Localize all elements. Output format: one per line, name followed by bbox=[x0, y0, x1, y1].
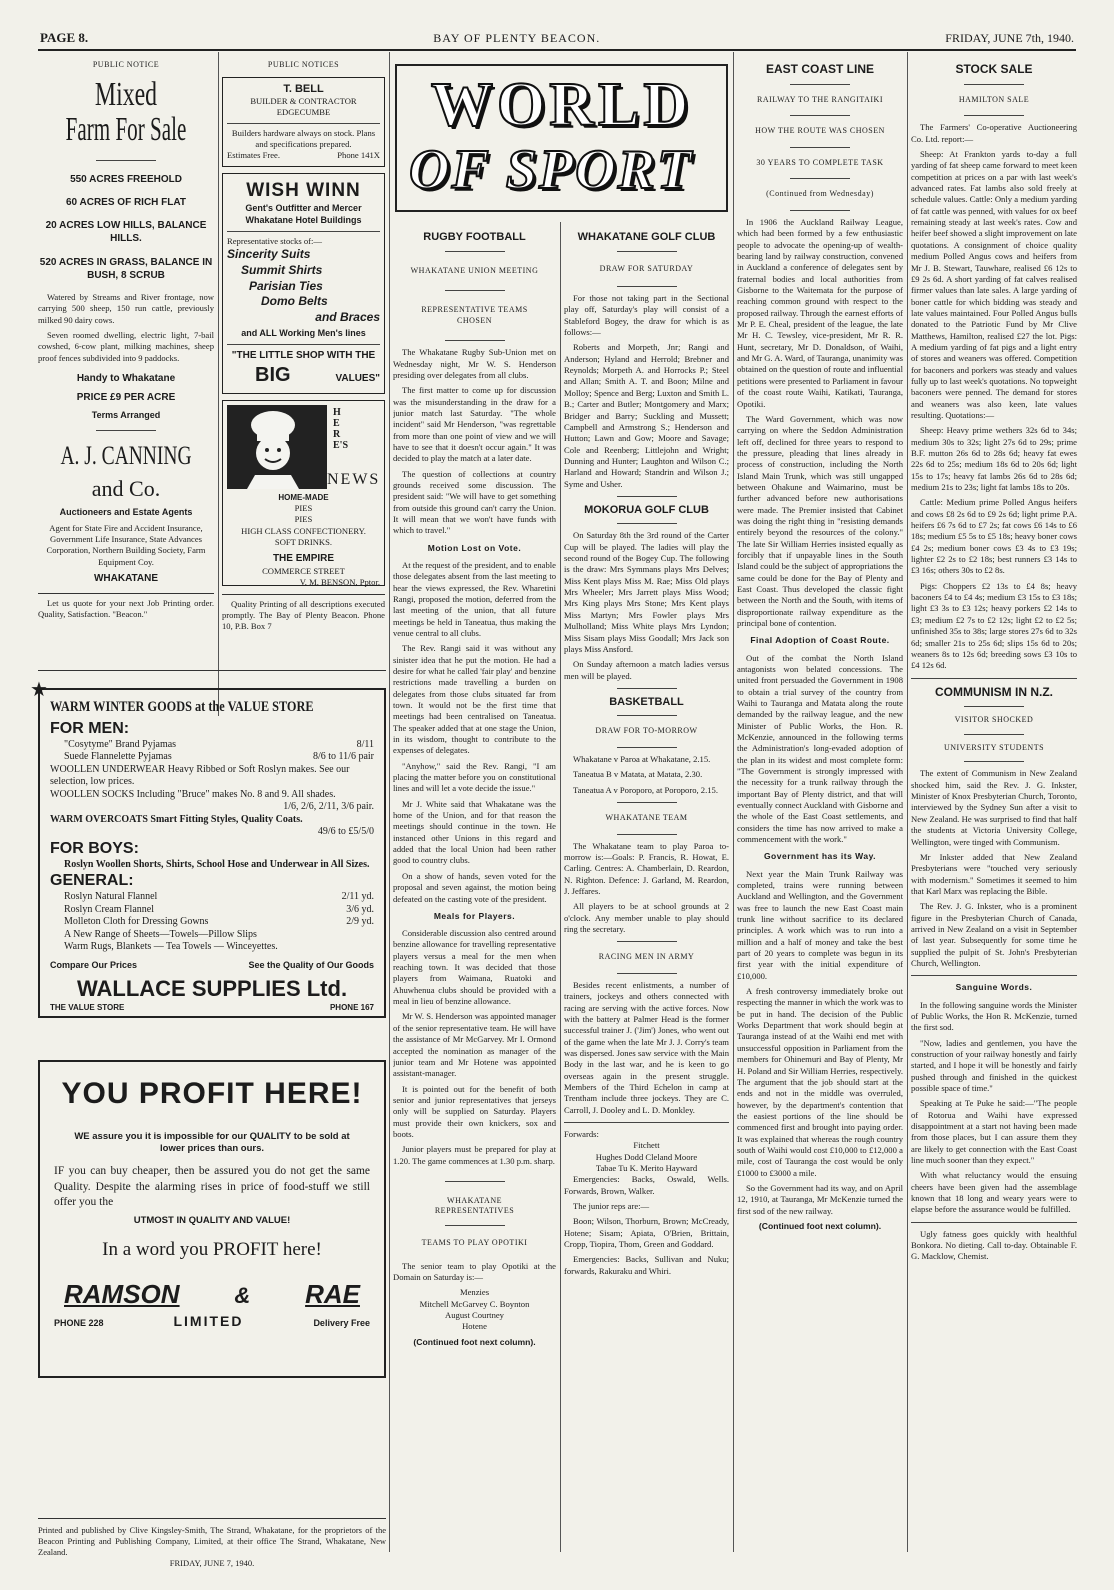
winn-slogan-end: VALUES" bbox=[335, 373, 380, 385]
item: Molleton Cloth for Dressing Gowns bbox=[64, 916, 209, 928]
price-row bbox=[50, 891, 374, 904]
article-paragraph: In the following sanguine words the Minister of Public Works, the Hon R. McKenzie, turned the first sod. bbox=[911, 999, 1077, 1033]
printing-notice: Let us quote for your next Job Printing order. Quality, Satisfaction. "Beacon." bbox=[38, 598, 214, 620]
bell-footer bbox=[227, 150, 380, 161]
article-paragraph: On a show of hands, seven voted for the proposal and seven against, the motion being defeated on the casting vote of the president. bbox=[393, 870, 556, 904]
empire-line: HOME-MADE bbox=[278, 492, 329, 502]
winn-slogan: "THE LITTLE SHOP WITH THE bbox=[231, 349, 376, 361]
divider bbox=[38, 670, 386, 671]
imprint-text: Printed and published by Clive Kingsley-Smith, The Strand, Whakatane, for the proprietors of the Beacon Printing and Publishing Company, Limited, at their office The Strand, Whakatane, New Zealand. bbox=[38, 1525, 386, 1558]
article-paragraph: Considerable discussion also centred around benzine allowance for travelling representative players versus a meal for the men when reaching town. It was decided that those players from Waimana, Ruatoki and Ahuwhenua clubs should be provided with a meal in lieu of benzine allowance. bbox=[393, 928, 556, 1007]
east-coast-column bbox=[737, 56, 903, 1556]
firm-name: RAMSON bbox=[64, 1279, 180, 1310]
article-paragraph: All players to be at school grounds at 2 o'clock. Any member unable to play should ring the secretary. bbox=[564, 901, 729, 934]
divider bbox=[617, 286, 677, 287]
section-boys: FOR BOYS: bbox=[50, 839, 139, 857]
header-rule bbox=[38, 49, 1076, 51]
stock-sale-column bbox=[911, 56, 1077, 1556]
empire-line: PIES bbox=[294, 503, 313, 514]
article-paragraph: The question of collections at country grounds received some discussion. The president said: "We will have to get something from outside this ground can't carry the Union. It will mean that we won't have funds with which to travel." bbox=[393, 468, 556, 536]
price: 8/11 bbox=[356, 738, 374, 750]
article-paragraph: Sheep: Heavy prime wethers 32s 6d to 34s; medium 30s to 32s; light 27s 6d to 29s; prime B.F. mutton 26s 6d to 28s 6d; heavy fat ewes 22s 6d to 25s; medium 18s 6d to 20s 6d; light 15s to 17s; heavy fat lambs 26s 6d to 28s 6d; medium 21s to 23s; light fat lambs 18s to 20s. bbox=[911, 425, 1077, 493]
price: 3/6 yd. bbox=[346, 903, 374, 915]
divider bbox=[617, 688, 677, 689]
ad-line: 520 ACRES IN GRASS, BALANCE IN BUSH, 8 SCRUB bbox=[39, 256, 213, 281]
price: 1/6, 2/6, 2/11, 3/6 pair. bbox=[283, 801, 374, 813]
profit-firm bbox=[54, 1277, 370, 1312]
section-heading: COMMUNISM IN N.Z. bbox=[935, 684, 1053, 699]
firm-name: A. J. CANNING bbox=[60, 441, 192, 471]
article-paragraph: The Ward Government, which was now carrying on where the Seddon Administration left off, declined for three years to respond to the pressure, pleading that lines already in process of construction, including the North Island Main Trunk, which was still ungapped between Ohakune and Waimarino, must be further advanced before new authorisations were made. The Premier insisted that Cabinet was doing the right thing in "resisting demands entirely beyond the resources of the colony." The late Sir William Herries insisted equally as forcibly that if unpayable lines in the South Island could be the subject of appropriations the same could be done for the Bay of Plenty and East Coast. Thus developed the classic fight between the North and the South, with items of disproportionate railway expenditure as the principal bone of contention. bbox=[737, 413, 903, 629]
divider bbox=[911, 1222, 1077, 1223]
issue-date: FRIDAY, JUNE 7th, 1940. bbox=[945, 30, 1074, 45]
profit-text: IF you can buy cheaper, then be assured you do not get the same Quality. Despite the alarming rises in price of food-stuff we still offer you the bbox=[54, 1165, 370, 1209]
subheading: UNIVERSITY STUDENTS bbox=[943, 742, 1045, 752]
divider bbox=[911, 975, 1077, 976]
article-paragraph: Sheep: At Frankton yards to-day a full yarding of fat sheep came forward to meet keen competition at prices on a par with last week's advanced rates. Fat lambs also sold freely at schedule values. Cattle: Only a medium yarding of fat cattle was penned, with values for ox beef remaining steady at last week's rates. Cow and heifer beef showed a slight improvement on late quotations. A consignment of choice quality medium Polled Angus cows and heifers from Mr J. B. Stewart, Tauwhare, realised £6 12s to £9 2s 6d. A short yarding of fat calves realised firmer values than late sales. A large yarding of boner cattle for which bidding was steady and late values maintained. Four Polled Angus bulls donated to the Patriotic Fund by Mr Clive Matthews, Hamilton, realised £27 the lot. Pigs: A medium yarding of fat pigs and a light entry of stores and weaners was offered. Competition for baconers and porkers was steady and values fully up to last week's quotations. No topweight baconers were penned. The demand for stores and weaners was also keen, late values resulting. Quotations:— bbox=[911, 149, 1077, 420]
article-paragraph: So the Government had its way, and on April 12, 1910, at Tauranga, Mr McKenzie turned the first sod of the new railway. bbox=[737, 1182, 903, 1216]
winter-title: WARM WINTER GOODS at the VALUE STORE bbox=[50, 699, 314, 715]
profit-slogan: In a word you PROFIT here! bbox=[102, 1239, 322, 1261]
divider bbox=[227, 344, 380, 345]
imprint-date: FRIDAY, JUNE 7, 1940. bbox=[169, 1558, 255, 1569]
item: Roslyn Natural Flannel bbox=[64, 891, 158, 903]
winn-lines: and ALL Working Men's lines bbox=[241, 328, 366, 339]
store-footer bbox=[50, 1003, 374, 1013]
small-ads-column bbox=[222, 56, 385, 656]
team-line: Fitchett bbox=[633, 1140, 660, 1151]
banner-word: OF SPORT bbox=[409, 139, 694, 201]
quality-text: See the Quality of Our Goods bbox=[248, 959, 374, 970]
classified-ad: Ugly fatness goes quickly with healthful Bonkora. No dieting. Call to-day. Obtainable F. G. Macklow, Chemist. bbox=[911, 1228, 1077, 1262]
divider bbox=[617, 251, 677, 252]
firm-description: Auctioneers and Estate Agents bbox=[59, 506, 193, 517]
divider bbox=[964, 115, 1024, 116]
ad-headline: Farm For Sale bbox=[65, 111, 187, 149]
section-general: GENERAL: bbox=[50, 872, 134, 890]
divider bbox=[38, 593, 214, 594]
winn-line: Summit Shirts bbox=[241, 262, 323, 277]
section-heading: STOCK SALE bbox=[955, 62, 1033, 76]
divider bbox=[96, 430, 156, 431]
ad-paragraph: Seven roomed dwelling, electric light, 7-bail cowshed, 6-cow plant, milking machines, sheep proof fences subdivided into 9 paddocks. bbox=[38, 330, 214, 363]
item: "Cosytyme" Brand Pyjamas bbox=[64, 738, 177, 750]
price: 2/9 yd. bbox=[346, 916, 374, 928]
profit-ad bbox=[38, 1060, 386, 1378]
article-paragraph: Emergencies: Backs, Sullivan and Nuku; forwards, Rakuraku and Whiri. bbox=[564, 1254, 729, 1276]
subheading: WHAKATANE UNION MEETING bbox=[410, 265, 539, 275]
bell-trade: BUILDER & CONTRACTOR bbox=[250, 96, 357, 107]
column-divider bbox=[907, 52, 908, 1552]
article-paragraph: On Saturday 8th the 3rd round of the Carter Cup will be played. The ladies will play the second round of the Bogey Cup. The following is the draw: Mrs Symmans plays Mrs Delves; Miss Kent plays Miss M. Rae; Miss Old plays Mrs Wheeler; Mrs Jarrett plays Miss Wood; Mrs King plays Mrs Stone; Mrs Kent plays Miss Martyn; Mrs Fowler plays Mrs Mulholland; Miss White plays Mrs Lyndon; Miss Sisam plays Miss Goodall; Mrs Jack son plays Miss Ansford. bbox=[564, 530, 729, 654]
article-paragraph: Besides recent enlistments, a number of trainers, jockeys and others connected with racing are serving with the active forces. Now with the battery at Palmer Head is the former successful trainer J. ('Jim') Jones, who went out of the game when the late Mr J. J. Corry's team was dispersed. Jones saw service with the Main Body in the last war, and he is keen to go overseas again in the present struggle. Members of the Third Echelon in camp at Trentham include three jockeys. They are C. Carroll, J. Dooley and L. D. Monkley. bbox=[564, 979, 729, 1115]
article-paragraph: The extent of Communism in New Zealand shocked him, said the Rev. J. G. Inkster, Minister of Knox Presbyterian Church, Toronto, interviewed by the Sydney Sun after a visit to New Zealand. He was surprised to find that half the students at Victoria University College, Wellington, were tinged with Communism. bbox=[911, 768, 1077, 847]
column-divider bbox=[560, 222, 561, 1552]
divider bbox=[617, 496, 677, 497]
firm-name: RAE bbox=[305, 1279, 360, 1310]
profit-text: UTMOST IN QUALITY AND VALUE! bbox=[133, 1214, 291, 1226]
compare-row bbox=[50, 960, 374, 971]
crossheading: Sanguine Words. bbox=[955, 982, 1033, 993]
article-paragraph: The junior reps are:— bbox=[573, 1201, 650, 1212]
article-paragraph: Pigs: Choppers £2 13s to £4 8s; heavy baconers £4 to £4 4s; medium £3 15s to £3 18s; light £3 3s to £3 12s; heavy porkers £2 14s to £3; medium £2 7s to £2 12s; light £2 to £2 5s; unfinished 35s to 38s; large stores 27s 6d to 32s 6d; smaller 21s to 25s 6d; slips 15s 6d to 20s; weaners 8s to 12s 6d; breeding sows £3 10s to £4 12s 6d. bbox=[911, 580, 1077, 671]
team-line: Tabae Tu K. Merito Hayward bbox=[595, 1162, 698, 1173]
subheading: DRAW FOR TO-MORROW bbox=[595, 726, 698, 736]
world-of-sport-banner bbox=[395, 64, 728, 212]
ad-line: PRICE £9 PER ACRE bbox=[76, 392, 176, 404]
divider bbox=[445, 1181, 505, 1182]
divider bbox=[445, 1225, 505, 1226]
item: Warm Rugs, Blankets — Tea Towels — Winceyettes. bbox=[64, 941, 278, 953]
continued-note: (Continued foot next column). bbox=[758, 1220, 882, 1231]
winn-intro: Representative stocks of:— bbox=[227, 235, 322, 246]
price: 2/11 yd. bbox=[341, 891, 374, 903]
winn-slogan-line bbox=[227, 362, 380, 388]
winn-slogan-big: BIG bbox=[255, 364, 291, 387]
star-icon: ★ bbox=[30, 679, 48, 701]
empire-line: V. M. BENSON, Pptor. bbox=[299, 577, 380, 587]
article-paragraph: At the request of the president, and to enable those delegates absent from the last meeting to hear the views expressed, the Rev. Wharetini Rangi, proposed the motion, deferred from the last meeting of the union, that all future meetings be held in Taneatua, thus making the venue central to all clubs. bbox=[393, 559, 556, 638]
article-paragraph: "Anyhow," said the Rev. Rangi, "I am placing the matter before you on constitutional lines and will let a vote decide the issue." bbox=[393, 760, 556, 794]
divider bbox=[964, 84, 1024, 85]
quality-printing-notice: Quality Printing of all descriptions executed promptly. The Bay of Plenty Beacon. Phone 10, P.B. Box 7 bbox=[222, 598, 385, 632]
column-divider bbox=[389, 52, 390, 1552]
subheading: 30 YEARS TO COMPLETE TASK bbox=[756, 157, 884, 167]
continued-note: (Continued foot next column). bbox=[413, 1336, 536, 1347]
firm-amp: & bbox=[234, 1283, 251, 1309]
divider bbox=[617, 802, 677, 803]
empire-name: THE EMPIRE bbox=[272, 553, 335, 565]
bell-ad bbox=[222, 77, 385, 167]
ad-headline: Mixed bbox=[94, 75, 158, 113]
item: WARM OVERCOATS Smart Fitting Styles, Quality Coats. bbox=[50, 813, 303, 825]
team-line: August Courtney bbox=[445, 1309, 504, 1320]
winn-name: WISH WINN bbox=[246, 179, 361, 201]
profit-title: YOU PROFIT HERE! bbox=[61, 1077, 363, 1110]
subheading: RAILWAY TO THE RANGITAIKI bbox=[757, 94, 883, 104]
item: WOOLLEN UNDERWEAR Heavy Ribbed or Soft Roslyn makes. See our selection, low prices. bbox=[50, 763, 350, 788]
divider bbox=[617, 941, 677, 942]
item: A New Range of Sheets—Towels—Pillow Slips bbox=[64, 928, 257, 940]
winn-line: Parisian Ties bbox=[249, 278, 323, 293]
firm-name: and Co. bbox=[91, 475, 161, 501]
subheading: RACING MEN IN ARMY bbox=[598, 952, 695, 962]
winter-goods-ad bbox=[30, 679, 386, 1018]
chef-illustration bbox=[227, 405, 327, 489]
divider bbox=[790, 210, 850, 211]
article-paragraph: Speaking at Te Puke he said:—"The people of Rotorua and Waihi have expressed disappointment at a start not having been made from those places, but I can assure them they are likely to get connection with the East Coast line much sooner than they expect." bbox=[911, 1098, 1077, 1165]
divider bbox=[790, 178, 850, 179]
page-header bbox=[40, 30, 1074, 46]
subheading: WHAKATANE REPRESENTATIVES bbox=[434, 1195, 515, 1216]
notice-label: PUBLIC NOTICES bbox=[267, 60, 340, 69]
article-paragraph: Cattle: Medium prime Polled Angus heifers and cows £8 2s 6d to £9 2s 6d; light prime P.A. heifers £6 7s 6d to £7 2s; fat cows £6 14s to £6 18s; medium £5 5s to £5 18s; heavy boner cows £4 2s; medium boner cows £3 4s to £3 19s; lighter £2 2s to £2 18s; best runners £3 14s to £3 16s; others 30s to £2 8s. bbox=[911, 497, 1077, 576]
team-line: Hotene bbox=[462, 1321, 487, 1332]
winn-trade: Gent's Outfitter and Mercer Whakatane Hotel Buildings bbox=[245, 202, 362, 225]
divider bbox=[227, 123, 380, 124]
ad-line: Handy to Whakatane bbox=[76, 373, 176, 385]
divider bbox=[790, 115, 850, 116]
article-paragraph: It is pointed out for the benefit of both senior and junior representatives that jerseys only will be supplied on Saturday. Players must provide their own knickers, sox and boots. bbox=[393, 1083, 556, 1139]
empire-line: SOFT DRINKS. bbox=[274, 537, 333, 548]
divider bbox=[617, 747, 677, 748]
price-row bbox=[50, 739, 374, 752]
divider bbox=[617, 523, 677, 524]
agent-text: Agent for State Fire and Accident Insurance, Government Life Insurance, State Advances Corporation, Northern Building Society, Farm Equipment Coy. bbox=[46, 522, 206, 567]
price-row bbox=[50, 916, 374, 929]
article-paragraph: A fresh controversy immediately broke out respecting the manner in which the work was to be put in hand. The decision of the Public Works Department that work should begin at Tauranga instead of at the Waihi end met with unsuccessful opposition in Parliament from the members for Ohinemuri and Bay of Plenty, Mr H. Poland and Sir William Herries, respectively. The argument that the job should start at the ends and not in the middle was overruled, however, by the department's contention that the easiest portions of the line should be commenced first and brought into paying order. It was explained that whereas the rough country south of Waihi would cost £10,000 to £12,000 a mile, cost of Tauranga the cost would be only £1000 to £3000 a mile. bbox=[737, 986, 903, 1178]
article-paragraph: Out of the combat the North Island antagonists won belated concessions. The united front persuaded the Government in 1908 to obtain a trial survey of the country from Waihi to Tauranga and Matata along the route demanded by the railway league, and the new Minister of Public Works, the Hon. R. McKenzie, announced in the following terms the Administration's long-evaded adoption of the plan in its widest and most complete form: "The Government is strongly impressed with the necessity for a trunk railway through the important Bay of Plenty district, and that will eventually connect Auckland with Gisborne and the whole of the East Coast settlements, and considers the time has now arrived to make a commencement with the work." bbox=[737, 652, 903, 845]
divider bbox=[790, 147, 850, 148]
article-paragraph: On Sunday afternoon a match ladies versus men will be played. bbox=[564, 659, 729, 681]
item: Suede Flannelette Pyjamas bbox=[64, 751, 172, 763]
divider bbox=[564, 1122, 729, 1123]
column-divider bbox=[733, 52, 734, 1552]
divider bbox=[617, 715, 677, 716]
section-men: FOR MEN: bbox=[50, 719, 130, 737]
news-word: NEWS bbox=[327, 470, 381, 488]
winn-line: and Braces bbox=[315, 310, 380, 325]
article-paragraph: With what reluctancy would the ensuing cheers have been given had the assemblage known that 18 long and weary years were to elapse before the assurance would be fulfilled. bbox=[911, 1170, 1077, 1215]
column-divider bbox=[218, 52, 219, 716]
ad-line: 60 ACRES OF RICH FLAT bbox=[65, 197, 186, 209]
divider bbox=[445, 290, 505, 291]
subheading: TEAMS TO PLAY OPOTIKI bbox=[421, 1238, 528, 1248]
divider bbox=[445, 340, 505, 341]
empire-line: HIGH CLASS CONFECTIONERY. bbox=[241, 525, 366, 536]
item: Roslyn Cream Flannel bbox=[64, 903, 154, 915]
divider bbox=[964, 761, 1024, 762]
crossheading: Final Adoption of Coast Route. bbox=[750, 635, 890, 646]
section-heading: RUGBY FOOTBALL bbox=[423, 231, 526, 243]
subheading: HAMILTON SALE bbox=[958, 94, 1030, 104]
crossheading: Government has its Way. bbox=[763, 851, 877, 862]
price: 49/6 to £5/5/0 bbox=[317, 826, 374, 838]
winn-line: Domo Belts bbox=[261, 294, 328, 309]
article-paragraph: Mr W. S. Henderson was appointed manager of the senior representative team. He will have the assistance of Mr McGarvey. Mr I. Ormond accepted the nomination as manager of the junior team and Mr Hotene was appointed assistant-manager. bbox=[393, 1011, 556, 1079]
ad-paragraph: Watered by Streams and River frontage, now carrying 500 sheep, 150 run cattle, previously milked 90 dairy cows. bbox=[38, 292, 214, 325]
crossheading: Motion Lost on Vote. bbox=[427, 542, 522, 553]
divider bbox=[445, 251, 505, 252]
winn-line: Sincerity Suits bbox=[227, 246, 311, 261]
compare-text: Compare Our Prices bbox=[50, 959, 138, 970]
article-paragraph: Junior players must be prepared for play at 1.20. The game commences at 1.30 p.m. sharp. bbox=[393, 1144, 556, 1166]
rugby-column bbox=[393, 224, 556, 1554]
bell-text: Builders hardware always on stock. Plans and specifications prepared. bbox=[231, 127, 376, 150]
firm-delivery: Delivery Free bbox=[313, 1318, 370, 1329]
article-paragraph: Emergencies: Backs, Oswald, Wells. Forwards, Brown, Walker. bbox=[564, 1174, 729, 1196]
article-paragraph: The first matter to come up for discussion was the misunderstanding in the draw for a junior match last Saturday. "The whole incident" said Mr Henderson, "was regrettable from more than one point of view and we will have to see that it doesn't occur again." It was decided to play the match at a later date. bbox=[393, 385, 556, 464]
ad-line: Terms Arranged bbox=[91, 410, 161, 421]
subheading: DRAW FOR SATURDAY bbox=[599, 263, 694, 273]
article-paragraph: The Farmers' Co-operative Auctioneering Co. Ltd. report:— bbox=[911, 122, 1077, 144]
divider bbox=[964, 734, 1024, 735]
empire-ad bbox=[222, 400, 385, 586]
article-paragraph: Mr Inkster added that New Zealand Presbyterians were "touched very seriously with modernism." Sometimes it seemed to him that Karl Marx was replacing the Bible. bbox=[911, 851, 1077, 896]
bell-name: T. BELL bbox=[283, 82, 324, 95]
firm-town: WHAKATANE bbox=[93, 572, 159, 584]
article-paragraph: Mr J. White said that Whakatane was the home of the Union, and for that reason the meetings should continue in the town. He instanced other Unions in this regard and added that the local Union had been rather good to country clubs. bbox=[393, 798, 556, 866]
bell-phone: Phone 141X bbox=[337, 150, 380, 161]
bell-town: EDGECUMBE bbox=[276, 107, 331, 118]
empire-line: PIES bbox=[294, 514, 313, 525]
team-line: Hughes Dodd Cleland Moore bbox=[595, 1151, 698, 1162]
article-paragraph: Boon; Wilson, Thorburn, Brown; McCready, Hotene; Sisam; Apiata, O'Brien, Brittain, Cropp, Tiopira, Thom, Green and Goddard. bbox=[564, 1216, 729, 1250]
divider bbox=[617, 834, 677, 835]
article-paragraph: Next year the Main Trunk Railway was completed, trains were running between Auckland and Wellington, and the Government was free to launch the new East Coast main trunk line without sacrifice to its declared principles. A work which was to run into a million and a half of money and take the best part of 20 years to complete was begun in its first year with the initial expenditure of £10,000. bbox=[737, 868, 903, 981]
crossheading: Meals for Players. bbox=[433, 910, 516, 921]
article-paragraph: The Whakatane team to play Paroa to-morrow is:—Goals: P. Francis, R. Howat, E. Carling. Centres: A. Chamberlain, D. Reardon, N. Righton. Defence: J. Garland, M. Reardon, J. Jeffares. bbox=[564, 840, 729, 896]
divider bbox=[790, 84, 850, 85]
divider bbox=[222, 594, 385, 595]
item: WOOLLEN SOCKS Including "Bruce" makes No. 8 and 9. All shades. bbox=[50, 788, 336, 800]
fixture: Whakatane v Paroa at Whakatane, 2.15. bbox=[573, 753, 711, 764]
newspaper-title: BAY OF PLENTY BEACON. bbox=[433, 30, 601, 45]
divider bbox=[96, 160, 156, 161]
ad-line: 20 ACRES LOW HILLS, BALANCE HILLS. bbox=[45, 220, 207, 245]
store-phone: PHONE 167 bbox=[329, 1002, 374, 1012]
subheading: (Continued from Wednesday) bbox=[766, 189, 874, 199]
price-row bbox=[50, 904, 374, 917]
firm-ltd: LIMITED bbox=[173, 1313, 244, 1330]
section-heading: WHAKATANE GOLF CLUB bbox=[577, 231, 716, 243]
firm-phone: PHONE 228 bbox=[54, 1318, 104, 1329]
article-paragraph: The Rev. Rangi said it was without any sinister idea that he put the motion. He had a desire for what he called 'fair play' and benzine restrictions made travelling a burden on delegates from those clubs situated far from town. It would not be the first time that meetings had been centralised on Taneatua. The speaker added that at one stage the Union, in its wisdom, thought to contribute to the expenses of delegates. bbox=[393, 643, 556, 756]
divider bbox=[964, 706, 1024, 707]
profit-footer bbox=[54, 1312, 370, 1331]
empire-text bbox=[227, 493, 380, 589]
team-line: Menzies bbox=[459, 1287, 490, 1298]
article-paragraph: For those not taking part in the Sectional play off, Saturday's play will consist of a Stableford Bogey, the draw for which is as follows:— bbox=[564, 293, 729, 338]
section-heading: BASKETBALL bbox=[609, 695, 684, 708]
article-paragraph: The senior team to play Opotiki at the Domain on Saturday is:— bbox=[393, 1260, 556, 1282]
heres-vertical: HERE'S bbox=[333, 406, 349, 451]
farm-sale-ad bbox=[38, 56, 214, 656]
fixture: Taneatua B v Matata, at Matata, 2.30. bbox=[573, 769, 703, 780]
divider bbox=[227, 231, 380, 232]
store-name: WALLACE SUPPLIES Ltd. bbox=[76, 976, 348, 1001]
banner-word: WORLD bbox=[431, 71, 693, 139]
divider bbox=[911, 678, 1077, 679]
item: Roslyn Woollen Shorts, Shirts, School Hose and Underwear in All Sizes. bbox=[64, 858, 370, 870]
notice-label: PUBLIC NOTICE bbox=[92, 60, 160, 69]
store-label: THE VALUE STORE bbox=[50, 1002, 125, 1012]
imprint bbox=[38, 1518, 386, 1569]
empire-line: COMMERCE STREET bbox=[262, 565, 345, 576]
page-number: PAGE 8. bbox=[40, 30, 89, 45]
article-paragraph: Roberts and Morpeth, Jnr; Rangi and Anderson; Hyland and Herrold; Brebner and Reynolds; Morpeth A. and Horrocks P.; Steel and Allan; Smith A. T. and Boon; Milne and Molloy; Spence and Berg; Luxton and Smith L. B.; Carter and Butler; Montgomery and Marx; Bridger and Barry; Suckling and Mussett; Campbell and Armstrong S.; Henderson and Hutton; Lawn and Gow; Moore and Savage; Cole and Reenberg; Littlejohn and Wright; Dunning and Hunter; Laughton and Wilson C.; Harland and Howard; Standrin and Wilson J.; Syme and Usher. bbox=[564, 342, 729, 489]
divider bbox=[38, 1518, 386, 1519]
divider bbox=[617, 973, 677, 974]
profit-text: WE assure you it is impossible for our QUALITY to be sold at lower prices than ours. bbox=[74, 1130, 350, 1155]
subheading: WHAKATANE TEAM bbox=[605, 812, 688, 822]
subheading: VISITOR SHOCKED bbox=[954, 715, 1034, 725]
subheading: HOW THE ROUTE WAS CHOSEN bbox=[755, 126, 885, 136]
ad-line: 550 ACRES FREEHOLD bbox=[70, 173, 182, 185]
team-line: Mitchell McGarvey C. Boynton bbox=[419, 1298, 530, 1309]
winn-ad bbox=[222, 173, 385, 394]
article-paragraph: "Now, ladies and gentlemen, you have the construction of your railway honestly and fairly started, and I hope it will be honestly and fairly pushed through and finished in the quickest possible space of time." bbox=[911, 1037, 1077, 1093]
section-heading: EAST COAST LINE bbox=[765, 62, 874, 76]
section-heading: MOKORUA GOLF CLUB bbox=[584, 503, 709, 516]
article-paragraph: The Whakatane Rugby Sub-Union met on Wednesday night, Mr W. S. Henderson presiding over delegates from all clubs. bbox=[393, 347, 556, 380]
article-paragraph: The Rev. J. G. Inkster, who is a prominent figure in the Presbyterian Church of Canada, arrived in New Zealand on a visit in September of last year. Subsequently for some time he supplied the pulpit of St. John's Presbyterian Church, Wellington. bbox=[911, 901, 1077, 968]
bell-estimates: Estimates Free. bbox=[227, 150, 280, 161]
price-row bbox=[50, 751, 374, 764]
article-paragraph: In 1906 the Auckland Railway League, which had been formed by a few enthusiastic people to advocate the opening-up of wealth-bearing land by railway construction, convened in Auckland a conference of delegates sent by fraternal bodies and local authorities from Gisborne to the Waitemata for the purpose of reaching common ground with respect to the proposed railway. Through the earnest efforts of Mr P. E. Cheal, president of the league, the late Mr H. C. Tewsley, vice-president, Mr R. R. Hunt, secretary, Mr D. Donaldson, of Waihi, and Mr G. A. Ward, of Tauranga, unanimity was obtained on the question of route and influential petitions were presented to Parliament in favour of the coast route Waihi, Katikati, Tauranga, Opotiki. bbox=[737, 217, 903, 409]
fixture: Taneatua A v Poroporo, at Poroporo, 2.15. bbox=[573, 784, 718, 795]
team-label: Forwards: bbox=[564, 1128, 599, 1139]
golf-column bbox=[564, 224, 729, 1554]
subheading: REPRESENTATIVE TEAMS CHOSEN bbox=[421, 305, 528, 325]
price: 8/6 to 11/6 pair bbox=[312, 751, 374, 763]
